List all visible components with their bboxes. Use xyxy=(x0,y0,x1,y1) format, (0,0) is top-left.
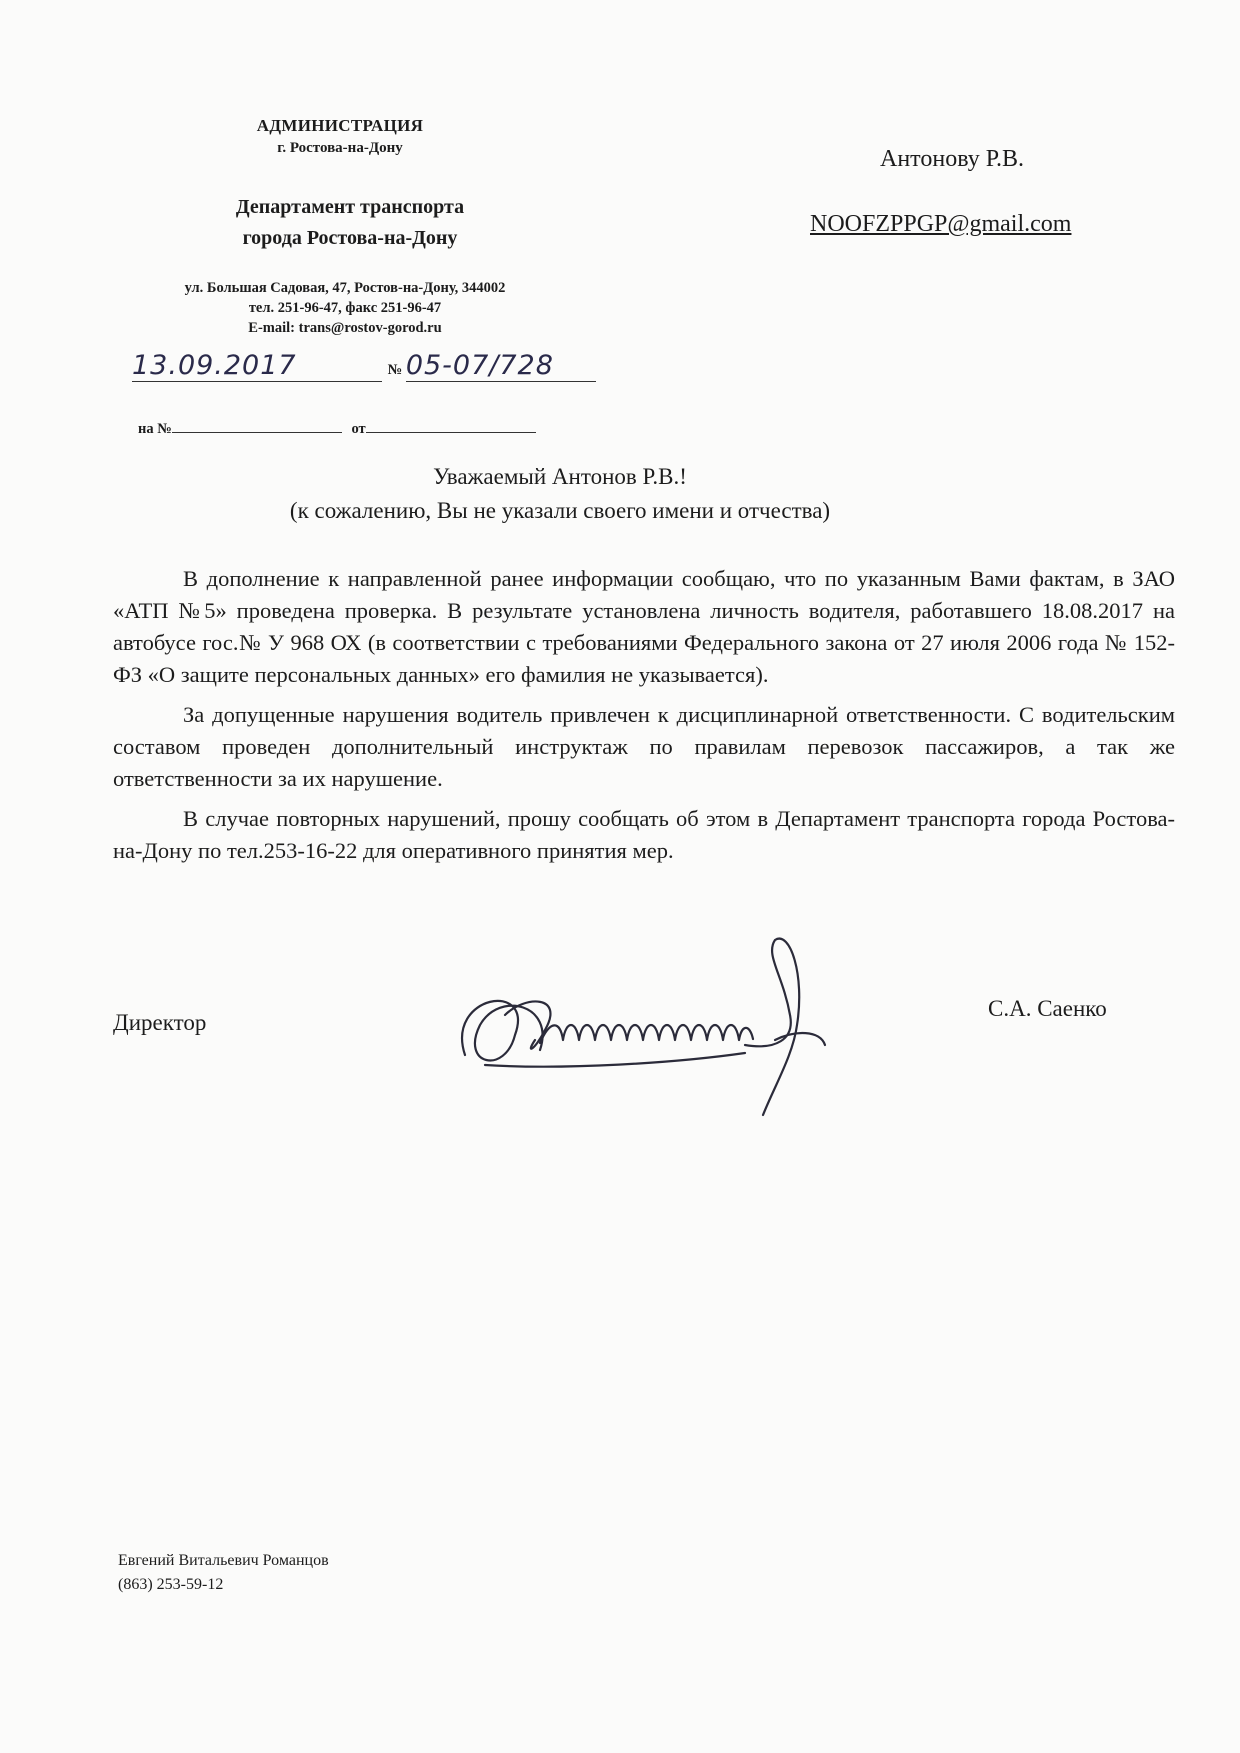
registration-number-label: № xyxy=(387,362,403,378)
recipient-email: NOOFZPPGP@gmail.com xyxy=(810,211,1072,237)
executor-info xyxy=(118,1549,329,1597)
letter-body xyxy=(113,563,1175,875)
registration-date: 13.09.2017 xyxy=(132,350,297,381)
recipient-name: Антонову Р.В. xyxy=(880,146,1025,172)
salutation xyxy=(0,460,1120,528)
letterhead-address: ул. Большая Садовая, 47, Ростов-на-Дону, 344002 xyxy=(184,280,506,296)
salutation-line-1: Уважаемый Антонов Р.В.! xyxy=(433,464,687,489)
body-paragraph-2: За допущенные нарушения водитель привлечен к дисциплинарной ответственности. С водительским составом проведен дополнительный инструктаж по правилам перевозок пассажиров, а так же ответственности за их нарушение. xyxy=(113,702,1175,791)
registration-number: 05-07/728 xyxy=(405,350,554,381)
reply-number-blank xyxy=(172,418,342,433)
body-paragraph-3: В случае повторных нарушений, прошу сообщать об этом в Департамент транспорта города Ростова-на-Дону по тел.253-16-22 для оперативного принятия мер. xyxy=(113,806,1175,863)
signatory-title: Директор xyxy=(113,1010,207,1035)
reply-number-label: на № xyxy=(138,421,172,437)
signatory-name: С.А. Саенко xyxy=(988,996,1107,1021)
executor-phone: (863) 253-59-12 xyxy=(118,1576,224,1593)
letterhead-organization: АДМИНИСТРАЦИЯ xyxy=(256,116,424,135)
reply-date-blank xyxy=(366,418,536,433)
department-line-2: города Ростова-на-Дону xyxy=(242,227,458,249)
body-paragraph-1: В дополнение к направленной ранее информации сообщаю, что по указанным Вами фактам, в ЗАО «АТП №5» проведена проверка. В результате установлена личность водителя, работавшего 18.08.2017 на автобусе гос.№ У 968 ОХ (в соответствии с требованиями Федерального закона от 27 июля 2006 года № 152-ФЗ «О защите персональных данных» его фамилия не указывается). xyxy=(113,566,1175,687)
handwritten-signature xyxy=(445,935,885,1125)
department-line-1: Департамент транспорта xyxy=(235,196,465,218)
letterhead-phone: тел. 251-96-47, факс 251-96-47 xyxy=(248,300,442,316)
letterhead-city: г. Ростова-на-Дону xyxy=(277,140,403,156)
reply-from-label: от xyxy=(351,421,366,437)
letterhead-email: E-mail: trans@rostov-gorod.ru xyxy=(248,320,442,336)
salutation-line-2: (к сожалению, Вы не указали своего имени и отчества) xyxy=(289,498,831,523)
registration-line xyxy=(132,350,596,382)
letterhead-department xyxy=(150,192,550,254)
reply-reference-line xyxy=(138,418,536,438)
executor-name: Евгений Витальевич Романцов xyxy=(118,1552,329,1569)
letterhead-contacts xyxy=(110,278,580,338)
